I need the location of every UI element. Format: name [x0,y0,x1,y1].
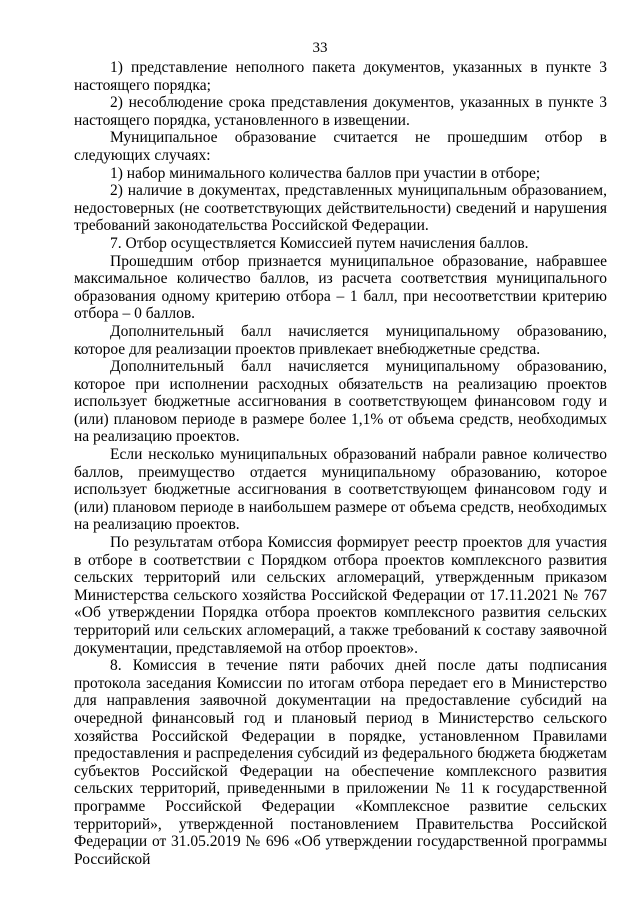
page-number: 33 [312,40,328,56]
paragraph-extra-point-allocations: Дополнительный балл начисляется муниципальному образованию, которое при исполнении расходных обязательств на реализацию проектов использует бюджетные ассигнования в соответствующем финансовом году и (или) плановом периоде в размере более 1,1% от объема средств, необходимых на реализацию проектов. [74,358,607,446]
paragraph-section-8: 8. Комиссия в течение пяти рабочих дней после даты подписания протокола заседания Комиссии по итогам отбора передает его в Министерство для направления заявочной документации на предоставление субсидий на очередной финансовый год и плановый период в Министерство сельского хозяйства Российской Федерации в порядке, установленном Правилами предоставления и распределения субсидий из федерального бюджета бюджетам субъектов Российской Федерации на обеспечение комплексного развития сельских территорий, приведенными в приложении № 11 к государственной программе Российской Федерации «Комплексное развитие сельских территорий», утвержденной постановлением Правительства Российской Федерации от 31.05.2019 № 696 «Об утверждении государственной программы Российской [74,657,607,868]
paragraph-section-7: 7. Отбор осуществляется Комиссией путем начисления баллов. [110,234,529,252]
paragraph-extra-point-offbudget: Дополнительный балл начисляется муниципальному образованию, которое для реализации проектов привлекает внебюджетные средства. [74,322,607,358]
paragraph-tie-break: Если несколько муниципальных образований набрали равное количество баллов, преимущество отдается муниципальному образованию, которое использует бюджетные ассигнования в соответствующем финансовом году и (или) плановом периоде в наибольшем размере от объема средств, необходимых на реализацию проектов. [74,446,607,534]
paragraph-not-passed-cases: Муниципальное образование считается не прошедшим отбор в следующих случаях: [74,129,607,164]
paragraph-item-1-incomplete-package: 1) представление неполного пакета документов, указанных в пункте 3 настоящего порядка; [74,59,607,94]
paragraph-passed-criteria: Прошедшим отбор признается муниципальное образование, набравшее максимальное количество баллов, из расчета соответствия муниципального образования одному критерию отбора – 1 балл, при несоответствии критерию отбора – 0 баллов. [74,252,607,323]
paragraph-case-2-false-info: 2) наличие в документах, представленных муниципальным образованием, недостоверных (не соответствующих действительности) сведений и нарушения требований законодательства Российской Федерации. [74,182,607,235]
paragraph-registry: По результатам отбора Комиссия формирует реестр проектов для участия в отборе в соответствии с Порядком отбора проектов комплексного развития сельских территорий или сельских агломераций, утвержденным приказом Министерства сельского хозяйства Российской Федерации от 17.11.2021 № 767 «Об утверждении Порядка отбора проектов комплексного развития сельских территорий или сельских агломераций, а также требований к составу заявочной документации, представляемой на отбор проектов». [74,534,607,657]
paragraph-item-2-missed-deadline: 2) несоблюдение срока представления документов, указанных в пункте 3 настоящего порядка, установленного в извещении. [74,94,607,129]
document-body [74,59,607,868]
paragraph-case-1-min-score: 1) набор минимального количества баллов при участии в отборе; [110,164,541,182]
